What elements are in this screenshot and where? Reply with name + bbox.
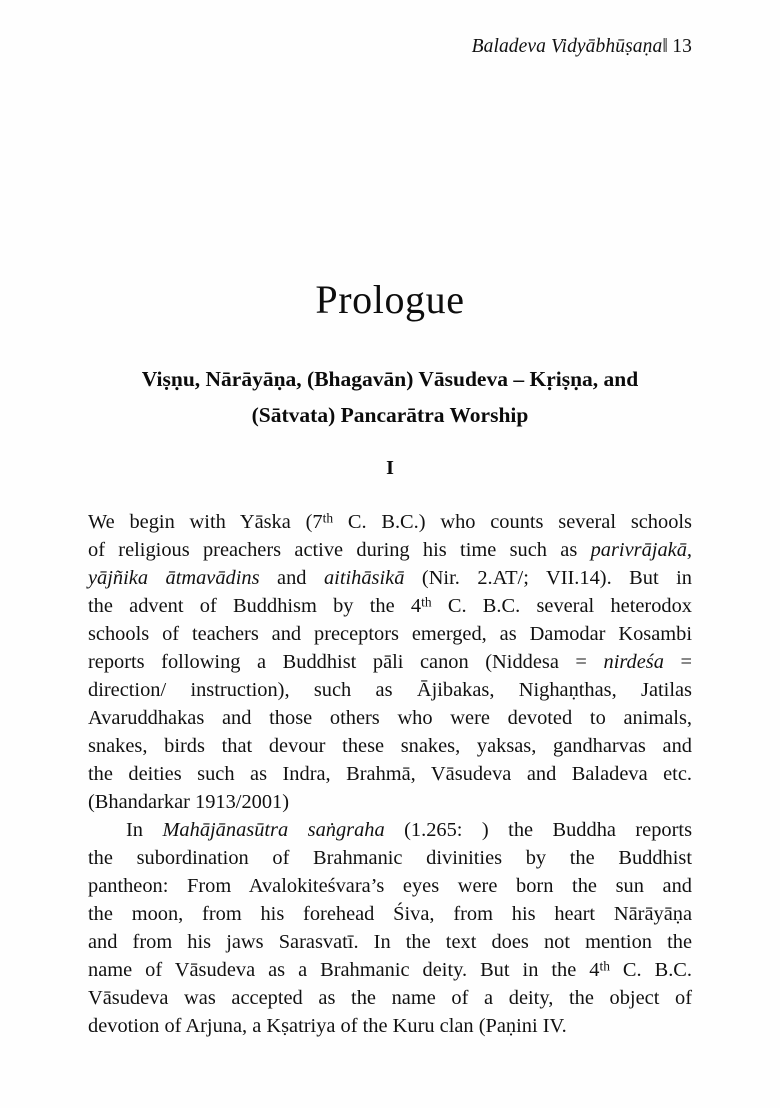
text-line: (Bhandarkar 1913/2001): [88, 791, 290, 813]
text-line: name of Vāsudeva as a Brahmanic deity. But in the 4th C. B.C.: [88, 958, 692, 981]
text-line: In Mahājānasūtra saṅgraha (1.265: ) the Buddha reports: [126, 819, 693, 841]
chapter-subtitle-line-2: (Sātvata) Pancarātra Worship: [251, 402, 529, 427]
paragraph-2: [88, 816, 692, 1040]
text-line: We begin with Yāska (7th C. B.C.) who counts several schools: [88, 510, 692, 533]
running-head: [88, 36, 692, 58]
text-line: the moon, from his forehead Śiva, from his heart Nārāyāṇa: [88, 903, 692, 925]
text-line: the deities such as Indra, Brahmā, Vāsudeva and Baladeva etc.: [88, 763, 692, 785]
running-head-title: Baladeva Vidyābhūṣaṇa: [471, 36, 663, 57]
text-line: schools of teachers and preceptors emerged, as Damodar Kosambi: [88, 623, 692, 645]
text-line: yājñika ātmavādins and aitihāsikā (Nir. 2.AT/; VII.14). But in: [88, 567, 692, 589]
text-line: snakes, birds that devour these snakes, yaksas, gandharvas and: [88, 735, 692, 757]
text-line: Avaruddhakas and those others who were devoted to animals,: [88, 707, 692, 729]
text-line: and from his jaws Sarasvatī. In the text does not mention the: [88, 931, 692, 953]
text-line: the advent of Buddhism by the 4th C. B.C. several heterodox: [88, 594, 692, 617]
paragraph-1: [88, 508, 692, 816]
text-line: devotion of Arjuna, a Kṣatriya of the Kuru clan (Paṇini IV.: [88, 1015, 567, 1037]
text-line: pantheon: From Avalokiteśvara’s eyes were born the sun and: [88, 875, 692, 897]
text-line: of religious preachers active during his time such as parivrājakā,: [88, 539, 692, 561]
chapter-subtitle-line-1: Viṣṇu, Nārāyāṇa, (Bhagavān) Vāsudeva – Kṛiṣṇa, and: [141, 366, 639, 391]
section-marker: I: [386, 457, 394, 479]
chapter-subtitle: [88, 361, 692, 433]
running-head-separator: ‖: [662, 36, 668, 57]
text-line: reports following a Buddhist pāli canon (Niddesa = nirdeśa =: [88, 651, 692, 673]
body-text: [88, 508, 692, 1040]
text-line: the subordination of Brahmanic divinities by the Buddhist: [88, 847, 692, 869]
chapter-title: Prologue: [315, 276, 465, 322]
text-line: direction/ instruction), such as Ājibakas, Nighaṇthas, Jatilas: [88, 679, 692, 701]
text-line: Vāsudeva was accepted as the name of a deity, the object of: [88, 987, 692, 1009]
page-number: 13: [672, 36, 692, 57]
